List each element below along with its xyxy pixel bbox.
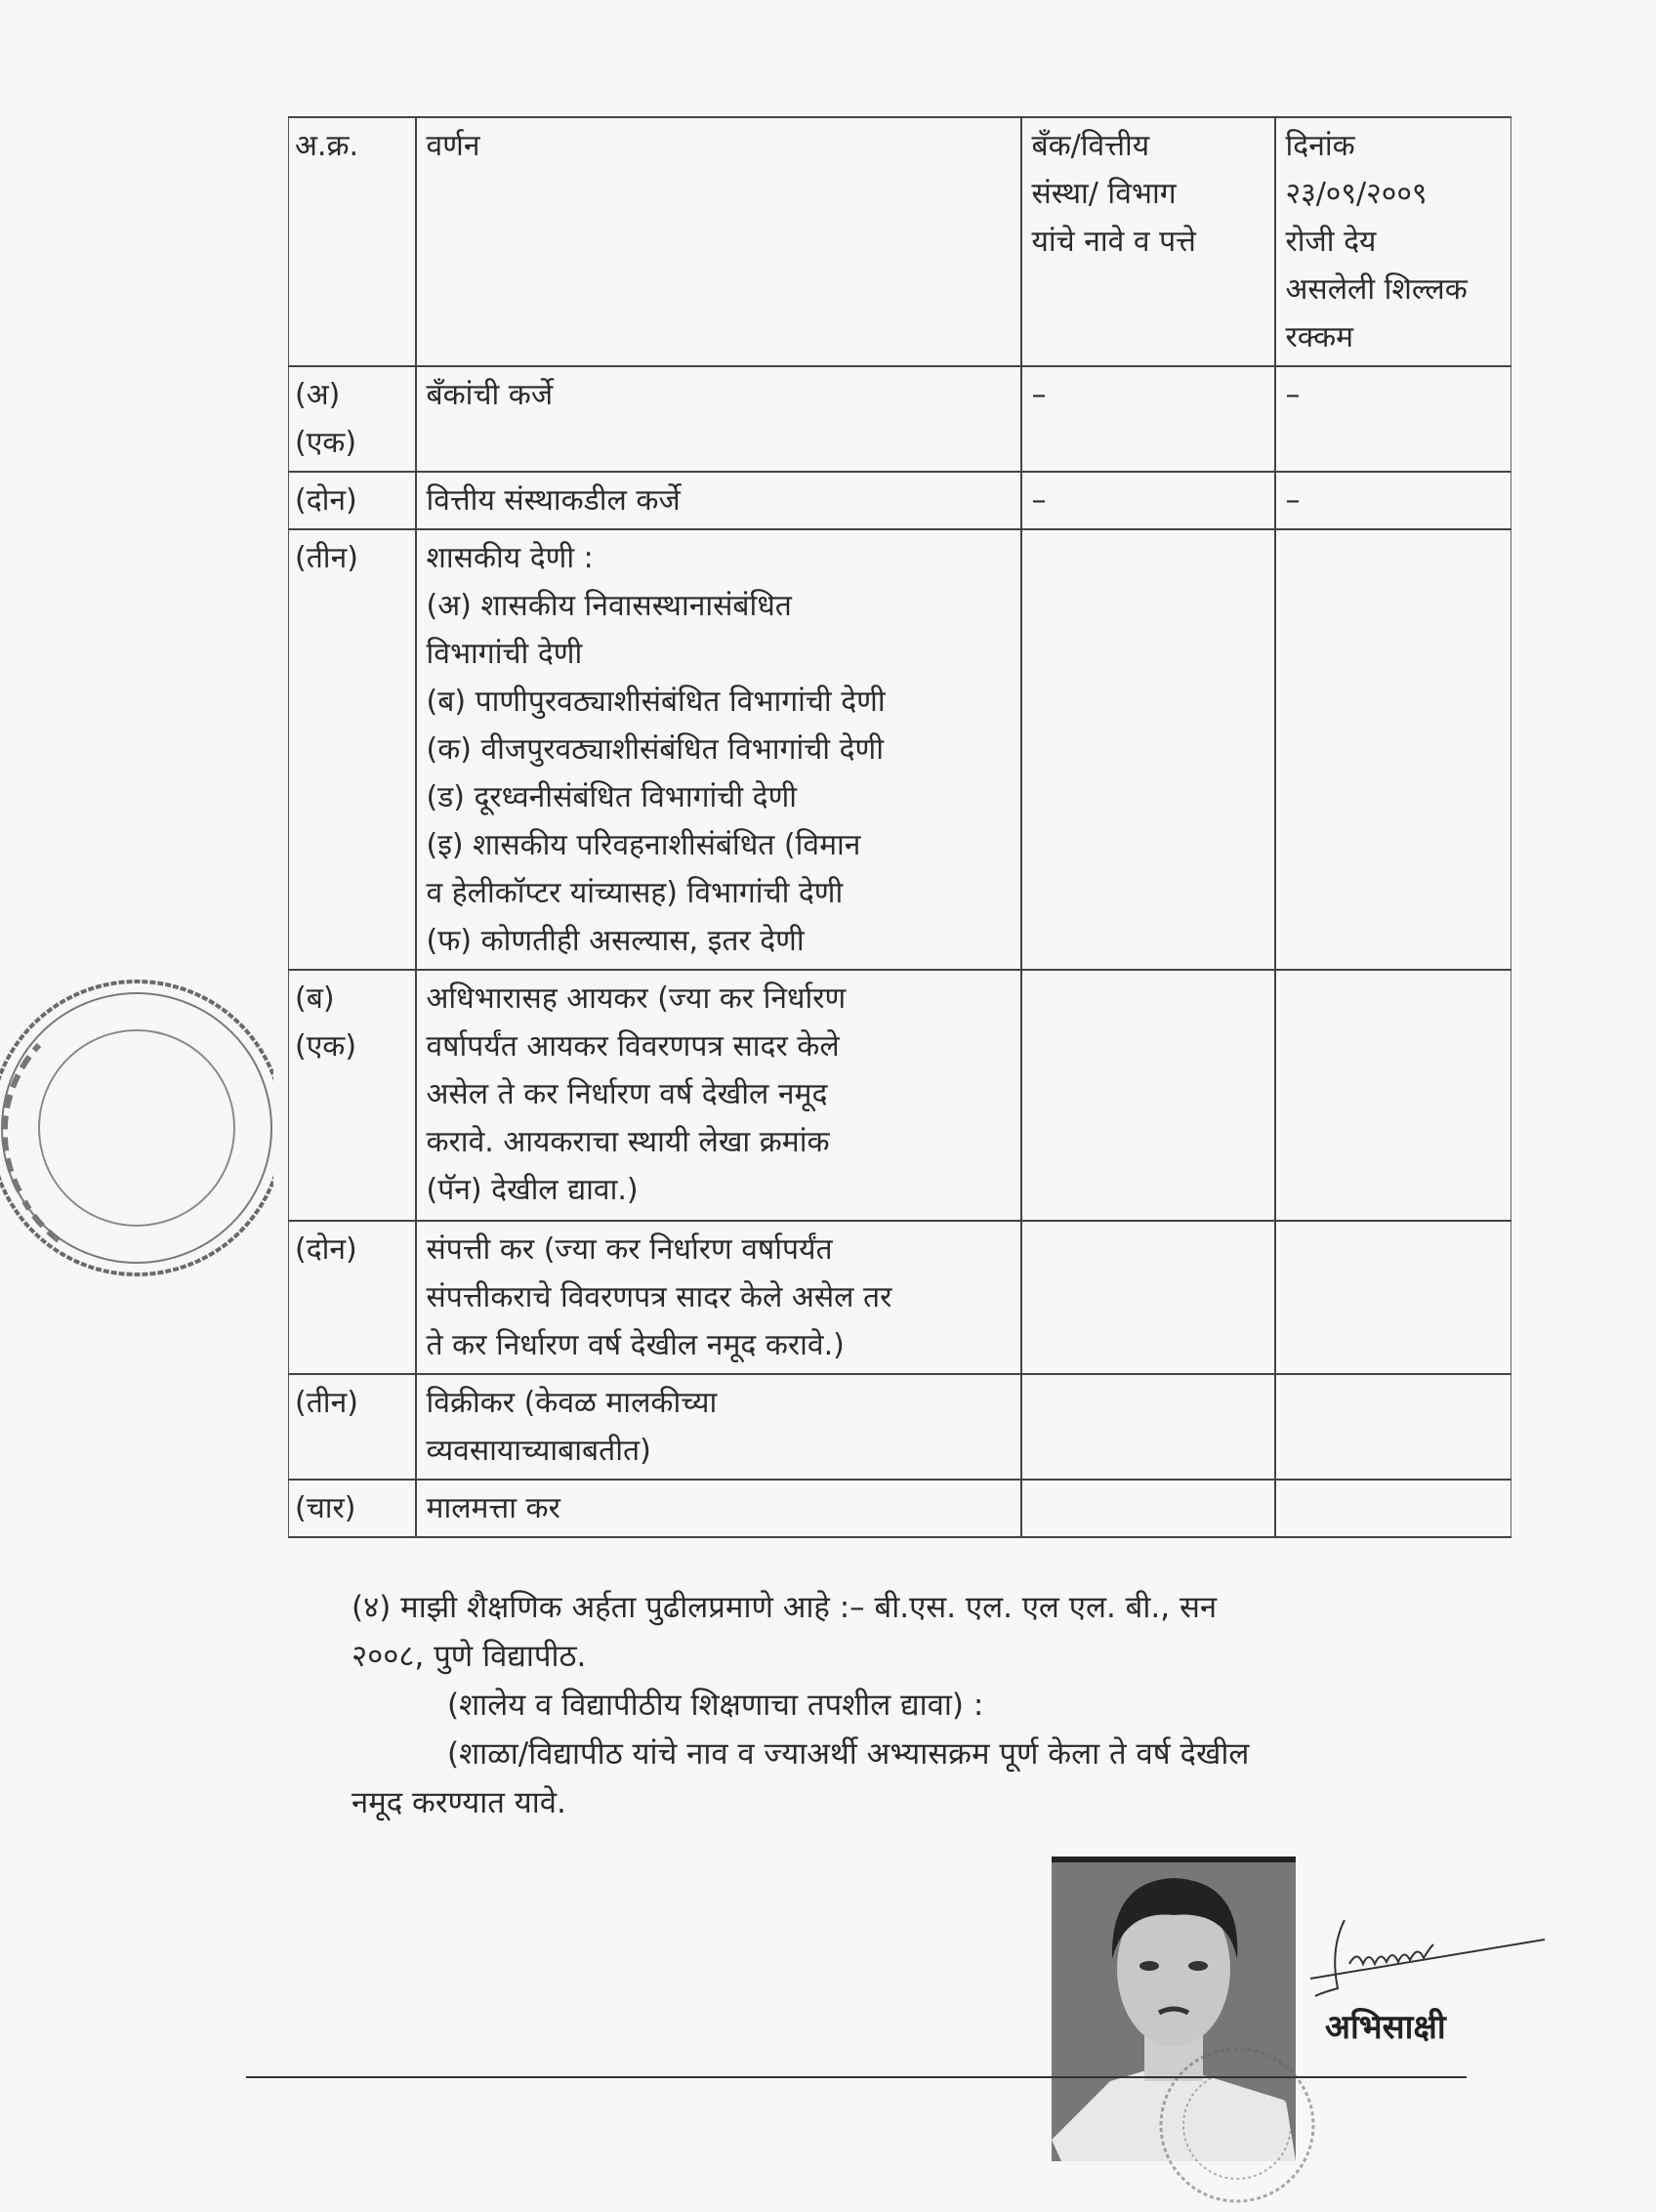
row-description-line: अधिभारासह आयकर (ज्या कर निर्धारण	[426, 981, 847, 1016]
row-description-line: (इ) शासकीय परिवहनाशीसंबंधित (विमान	[426, 828, 861, 862]
row-sr	[289, 1480, 416, 1537]
table-row	[289, 366, 1511, 472]
row-description-line: विक्रीकर (केवळ मालकीच्या	[426, 1386, 718, 1420]
row-amount	[1275, 1221, 1511, 1374]
row-amount-line: –	[1285, 483, 1301, 518]
row-bank	[1021, 1480, 1275, 1537]
row-description-line: मालमत्ता कर	[426, 1491, 560, 1525]
header-amount-line: दिनांक	[1285, 129, 1355, 163]
table-row	[289, 1221, 1511, 1374]
row-sr-line: (ब)	[295, 981, 335, 1016]
row-bank	[1021, 472, 1275, 529]
row-sr-line: (दोन)	[295, 483, 357, 518]
liabilities-table	[288, 116, 1511, 1538]
header-description	[416, 117, 1021, 366]
row-description-line: व्यवसायाच्याबाबतीत)	[426, 1434, 651, 1468]
row-bank	[1021, 1221, 1275, 1374]
row-bank	[1021, 1374, 1275, 1480]
row-description	[416, 1221, 1021, 1374]
row-bank-line: –	[1031, 483, 1047, 518]
row-amount	[1275, 529, 1511, 970]
row-description-line: करावे. आयकराचा स्थायी लेखा क्रमांक	[426, 1125, 830, 1159]
signature	[1301, 1910, 1554, 2002]
education-line-2: २००८, पुणे विद्यापीठ.	[352, 1639, 587, 1674]
row-description-line: विभागांची देणी	[426, 637, 583, 671]
row-sr	[289, 366, 416, 472]
header-bank-line: बँक/वित्तीय	[1031, 129, 1150, 163]
row-sr-line: (दोन)	[295, 1232, 357, 1267]
row-amount	[1275, 1480, 1511, 1537]
row-description-line: (ड) दूरध्वनीसंबंधित विभागांची देणी	[426, 780, 798, 814]
row-description-line: (अ) शासकीय निवासस्थानासंबंधित	[426, 589, 792, 623]
row-sr-line: (एक)	[295, 1029, 357, 1064]
header-amount-line: रोजी देय	[1285, 225, 1377, 259]
row-description-line: वित्तीय संस्थाकडील कर्जे	[426, 483, 681, 518]
signature-section	[1052, 1857, 1511, 2169]
header-amount	[1275, 117, 1511, 366]
row-description-line: बँकांची कर्जे	[426, 378, 554, 412]
header-description-label: वर्णन	[426, 129, 480, 163]
row-bank	[1021, 529, 1275, 970]
witness-label: अभिसाक्षी	[1325, 2008, 1446, 2047]
row-description-line: संपत्तीकराचे विवरणपत्र सादर केले असेल तर	[426, 1280, 892, 1315]
row-sr-line: (तीन)	[295, 541, 358, 575]
education-line-5: नमूद करण्यात यावे.	[352, 1785, 566, 1820]
table-row	[289, 472, 1511, 529]
education-section	[352, 1583, 1504, 1827]
education-line-1: (४) माझी शैक्षणिक अर्हता पुढीलप्रमाणे आहे :– बी.एस. एल. एल एल. बी., सन	[352, 1590, 1218, 1625]
row-description	[416, 529, 1021, 970]
row-sr-line: (तीन)	[295, 1386, 358, 1420]
header-bank	[1021, 117, 1275, 366]
row-description	[416, 472, 1021, 529]
header-amount-line: रक्कम	[1285, 320, 1354, 355]
row-amount	[1275, 366, 1511, 472]
header-sr-label: अ.क्र.	[295, 129, 359, 163]
row-sr	[289, 970, 416, 1221]
education-line-3: (शालेय व विद्यापीठीय शिक्षणाचा तपशील द्यावा) :	[447, 1688, 984, 1723]
row-description-line: (ब) पाणीपुरवठ्याशीसंबंधित विभागांची देणी	[426, 685, 886, 719]
education-line-4: (शाळा/विद्यापीठ यांचे नाव व ज्याअर्थी अभ्यासक्रम पूर्ण केला ते वर्ष देखील	[447, 1736, 1250, 1772]
table-row	[289, 529, 1511, 970]
row-description-line: (क) वीजपुरवठ्याशीसंबंधित विभागांची देणी	[426, 732, 884, 767]
row-bank	[1021, 366, 1275, 472]
header-amount-line: असलेली शिल्लक	[1285, 272, 1468, 307]
bottom-divider	[246, 2076, 1467, 2078]
row-description-line: शासकीय देणी :	[426, 541, 594, 575]
row-sr-line: (एक)	[295, 426, 357, 460]
round-seal-icon	[1154, 2032, 1320, 2212]
document-body	[288, 116, 1511, 2169]
notary-stamp-icon	[0, 957, 273, 1303]
row-description-line: ते कर निर्धारण वर्ष देखील नमूद करावे.)	[426, 1328, 845, 1362]
row-amount	[1275, 472, 1511, 529]
row-sr	[289, 529, 416, 970]
row-amount	[1275, 970, 1511, 1221]
row-description-line: संपत्ती कर (ज्या कर निर्धारण वर्षापर्यंत	[426, 1232, 833, 1267]
table-row	[289, 1480, 1511, 1537]
row-description-line: (पॅन) देखील द्यावा.)	[426, 1173, 639, 1207]
header-sr	[289, 117, 416, 366]
row-description-line: वर्षापर्यंत आयकर विवरणपत्र सादर केले	[426, 1029, 840, 1064]
row-bank-line: –	[1031, 378, 1047, 412]
row-description-line: असेल ते कर निर्धारण वर्ष देखील नमूद	[426, 1077, 828, 1111]
header-bank-line: संस्था/ विभाग	[1031, 177, 1177, 211]
row-sr	[289, 1221, 416, 1374]
row-bank	[1021, 970, 1275, 1221]
row-sr-line: (अ)	[295, 378, 341, 412]
row-amount-line: –	[1285, 378, 1301, 412]
row-description-line: व हेलीकॉप्टर यांच्यासह) विभागांची देणी	[426, 876, 844, 910]
row-description-line: (फ) कोणतीही असल्यास, इतर देणी	[426, 924, 805, 958]
row-sr	[289, 472, 416, 529]
table-header-row	[289, 117, 1511, 366]
row-description	[416, 1480, 1021, 1537]
row-amount	[1275, 1374, 1511, 1480]
row-description	[416, 1374, 1021, 1480]
table-row	[289, 970, 1511, 1221]
header-amount-line: २३/०९/२००९	[1285, 177, 1428, 211]
row-description	[416, 970, 1021, 1221]
row-description	[416, 366, 1021, 472]
table-row	[289, 1374, 1511, 1480]
row-sr	[289, 1374, 416, 1480]
header-bank-line: यांचे नावे व पत्ते	[1031, 225, 1196, 259]
row-sr-line: (चार)	[295, 1491, 356, 1525]
